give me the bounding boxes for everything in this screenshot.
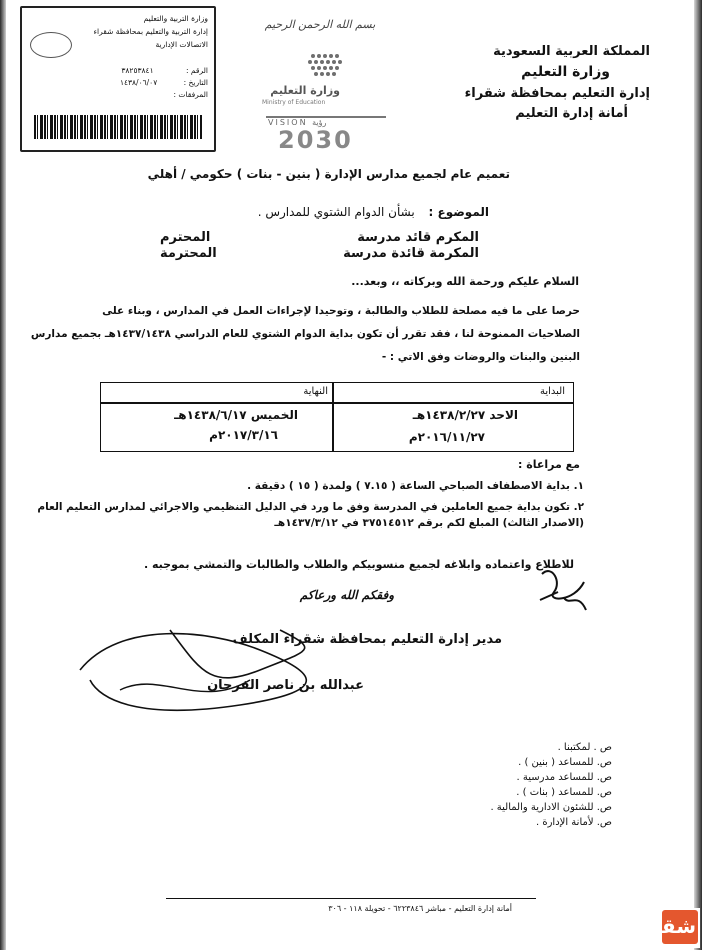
- greeting: السلام عليكم ورحمة الله وبركاته ،، وبعد...: [351, 275, 579, 288]
- copies-list: [490, 740, 612, 830]
- notes-heading: مع مراعاة :: [518, 458, 580, 471]
- footer-text: أمانة إدارة التعليم - مباشر ٦٢٢٣٨٤٦ - تحويلة ١١٨ - ٣٠٦: [328, 904, 512, 913]
- schedule-table: [100, 382, 574, 452]
- header-line-3: إدارة التعليم بمحافظة شقراء: [464, 86, 650, 101]
- start-date-gregorian: ٢٠١٦/١١/٢٧م: [408, 430, 485, 444]
- stamp-number: [121, 66, 208, 75]
- copy-item: ص. للمساعد ( بنين ) .: [518, 757, 612, 768]
- table-divider-horizontal: [101, 402, 573, 404]
- stamp-number-label: الرقم :: [186, 66, 208, 75]
- handwritten-initials-icon: [534, 562, 594, 618]
- incoming-stamp: [20, 6, 216, 152]
- addressee-male: المكرم قائد مدرسة: [357, 230, 479, 245]
- stamp-date-value: ١٤٣٨/٠٦/٠٧: [119, 78, 158, 87]
- header-line-1: المملكة العربية السعودية: [493, 44, 650, 59]
- subject-line: [258, 205, 489, 219]
- honorific-female: المحترمة: [160, 246, 217, 261]
- start-date-hijri: الاحد ١٤٣٨/٢/٢٧هـ: [412, 408, 518, 422]
- end-date-gregorian: ٢٠١٧/٣/١٦م: [209, 428, 278, 442]
- header-line-4: أمانة إدارة التعليم: [515, 106, 628, 121]
- signer-title: مدير إدارة التعليم بمحافظة شقراء المكلف: [232, 632, 502, 647]
- stamp-number-value: ٣٨٢٥٣٨٤١: [121, 66, 154, 75]
- scan-edge-left: [0, 0, 6, 950]
- footer-rule: [166, 898, 536, 899]
- vision-text: VISION رؤية: [268, 118, 327, 127]
- basmala: بسم الله الرحمن الرحيم: [264, 18, 376, 31]
- watermark-brand: شقراء: [632, 914, 696, 938]
- paragraph-line-1: حرصا على ما فيه مصلحة للطلاب والطالبة ، وتوحيدا لإجراءات العمل في المدارس ، وبناء على: [102, 305, 580, 317]
- paragraph-line-3: البنين والبنات والروضات وفق الاتي : -: [381, 351, 580, 363]
- subject-label: الموضوع :: [428, 205, 489, 219]
- copy-item: ص. للمساعد ( بنات ) .: [516, 787, 612, 798]
- stamp-date-label: التاريخ :: [183, 78, 208, 87]
- copy-item: ص . لمكتبنا .: [557, 742, 612, 753]
- signer-name: عبدالله بن ناصر الفرحان: [207, 678, 364, 693]
- closing-line: للاطلاع واعتماده وابلاغه لجميع منسوبيكم والطلاب والطالبات والتمشي بموجبه .: [143, 558, 574, 571]
- paragraph-line-2: الصلاحيات الممنوحة لنا ، فقد تقرر أن تكون بداية الدوام الشتوي للعام الدراسي ١٤٣٧/١٤٣٨هـ بجميع مدارس: [30, 328, 580, 340]
- honorific-male: المحترم: [160, 230, 211, 245]
- stamp-line-3: الاتصالات الإدارية: [155, 40, 208, 49]
- copy-item: ص. للمساعد مدرسية .: [516, 772, 612, 783]
- note-item-2-line-1: ٢. تكون بداية جميع العاملين في المدرسة وفق ما ورد في الدليل التنظيمي والاجرائي لمدارس التعليم العام: [37, 501, 584, 513]
- copy-item: ص. للشئون الادارية والمالية .: [490, 802, 612, 813]
- stamp-line-1: وزارة التربية والتعليم: [143, 14, 208, 23]
- subject-value: بشأن الدوام الشتوي للمدارس .: [257, 205, 415, 219]
- end-date-hijri: الخميس ١٤٣٨/٦/١٧هـ: [174, 408, 298, 422]
- header-line-2: وزارة التعليم: [521, 64, 610, 80]
- stamp-line-2: إدارة التربية والتعليم بمحافظة شقراء: [93, 27, 208, 36]
- barcode: [34, 115, 202, 139]
- stamp-date: [120, 78, 208, 87]
- ministry-seal-icon: [30, 32, 72, 58]
- ministry-logo-en: Ministry of Education: [262, 99, 326, 106]
- note-item-2-line-2: (الاصدار الثالث) المبلغ لكم برقم ٣٧٥١٤٥١٢ في ١٤٣٧/٣/١٢هـ: [274, 517, 584, 529]
- copy-item: ص. لأمانة الإدارة .: [535, 817, 612, 828]
- signature-icon: [60, 610, 360, 720]
- closing-blessing: وفقكم الله ورعاكم: [299, 588, 394, 602]
- vision-year: 2030: [278, 126, 353, 154]
- addressee-female: المكرمة قائدة مدرسة: [343, 246, 479, 261]
- stamp-attachments-label: المرفقات :: [173, 90, 208, 99]
- scan-edge-right: [694, 0, 702, 950]
- note-item-1: ١. بداية الاصطفاف الصباحي الساعة ( ٧.١٥ ) ولمدة ( ١٥ ) دقيقة .: [247, 480, 584, 492]
- ministry-logo-text: وزارة التعليم: [270, 84, 340, 97]
- table-header-start: البداية: [539, 386, 565, 397]
- table-header-end: النهاية: [303, 386, 328, 397]
- watermark-logo: [630, 908, 700, 948]
- circular-title: تعميم عام لجميع مدارس الإدارة ( بنين - بنات ) حكومي / أهلي: [147, 167, 510, 181]
- table-divider-vertical: [332, 383, 334, 451]
